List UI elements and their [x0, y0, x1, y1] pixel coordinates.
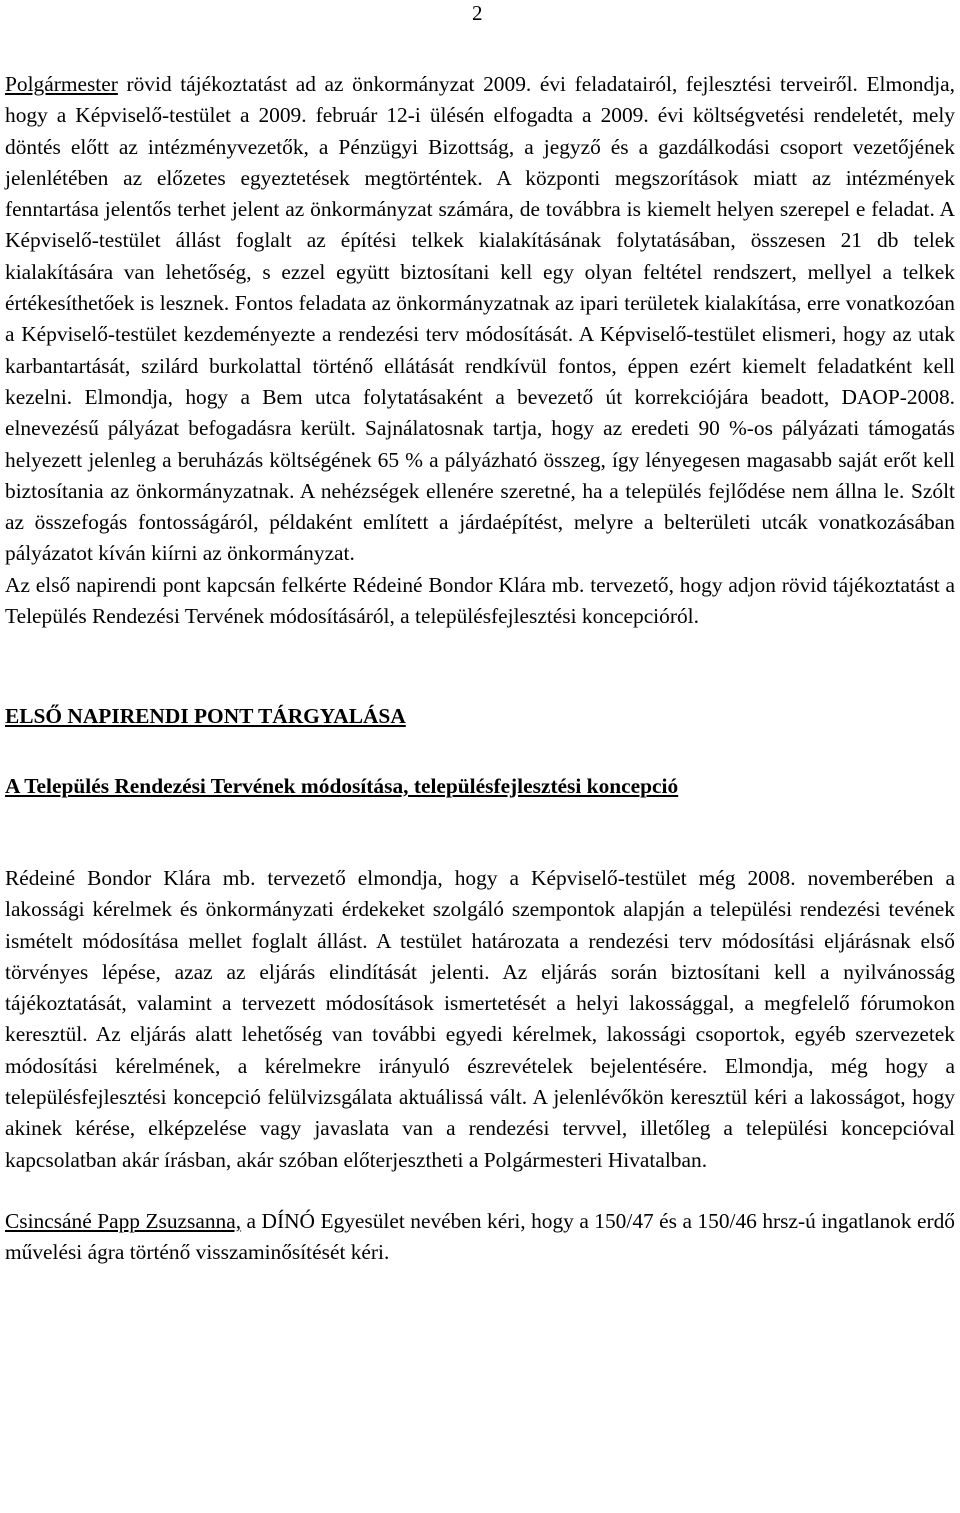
speaker-request: Csincsáné Papp Zsuzsanna, — [5, 1208, 242, 1233]
page-number: 2 — [472, 1, 483, 25]
agenda-intro-paragraph: Az első napirendi pont kapcsán felkérte Rédeiné Bondor Klára mb. tervezető, hogy adjon rövid tájékoztatást a Település Rendezési Tervének módosításáról, a településfejlesztési koncepcióról. — [5, 572, 955, 629]
planner-paragraph: Rédeiné Bondor Klára mb. tervezető elmondja, hogy a Képviselő-testület még 2008. novemberében a lakossági kérelmek és önkormányzati érdekeket szolgáló szempontok alapján a települési rendezési tevének ismételt módosítása mellet foglalt állást. A testület határozata a rendezési terv módosítási eljárásnak első törvényes lépése, azaz az eljárás elindítását jelenti. Az eljárás során biztosítani kell a nyilvánosság tájékoztatását, valamint a tervezett módosítások ismertetését a helyi lakossággal, a megfelelő fórumokon keresztül. Az eljárás alatt lehetőség van további egyedi kérelmek, lakossági csoportok, egyéb szervezetek módosítási kérelmének, a kérelmekre irányuló észrevételek bejelentésére. Elmondja, még hogy a településfejlesztési koncepció felülvizsgálata aktuálissá vált. A jelenlévőkön keresztül kéri a lakosságot, hogy akinek kérése, elképzelése vagy javaslata van a rendezési tervvel, illetőleg a települési koncepcióval kapcsolatban akár írásban, akár szóban előterjesztheti a Polgármesteri Hivatalban. — [5, 865, 955, 1172]
document-body — [5, 69, 955, 1269]
request-text: a DÍNÓ Egyesület nevében kéri, hogy a 150/47 és a 150/46 hrsz-ú ingatlanok erdő művelési ágra történő visszaminősítését kéri. — [5, 1208, 956, 1265]
section-heading: ELSŐ NAPIRENDI PONT TÁRGYALÁSA — [5, 704, 406, 729]
mayor-report-paragraph — [5, 69, 955, 570]
mayor-report-text: rövid tájékoztatást ad az önkormányzat 2009. évi feladatairól, fejlesztési terveiről. Elmondja, hogy a Képviselő-testület a 2009. február 12-i ülésén elfogadta a 2009. évi költségvetési rendeletét, mely döntés előtt az intézményvezetők, a Pénzügyi Bizottság, a jegyző és a gazdálkodási csoport vezetőjének jelenlétében az előzetes egyeztetések megtörténtek. A központi megszorítások miatt az intézmények fenntartása jelentős terhet jelent az önkormányzat számára, de továbbra is kiemelt helyen szerepel e feladat. A Képviselő-testület állást foglalt az építési telkek kialakításának folytatásában, összesen 21 db telek kialakítására van lehetőség, s ezzel együtt biztosítani kell egy olyan feltétel rendszert, mellyel a telkek értékesíthetőek is lesznek. Fontos feladata az önkormányzatnak az ipari területek kialakítása, erre vonatkozóan a Képviselő-testület kezdeményezte a rendezési terv módosítását. A Képviselő-testület elismeri, hogy az utak karbantartását, szilárd burkolattal történő ellátását rendkívül fontos, éppen ezért kiemelt feladatként kell kezelni. Elmondja, hogy a Bem utca folytatásaként a bevezető út korrekciójára beadott, DAOP-2008. elnevezésű pályázat befogadásra került. Sajnálatosnak tartja, hogy az eredeti 90 %-os pályázati támogatás helyezett jelenleg a beruházás költségének 65 % a pályázható összeg, így lényegesen magasabb saját erőt kell biztosítania az önkormányzatnak. A nehézségek ellenére szeretné, ha a település fejlődése nem állna le. Szólt az összefogás fontosságáról, példaként említett a járdaépítést, melyre a belterületi utcák vonatkozásában pályázatot kíván kiírni az önkormányzat. — [5, 72, 955, 566]
section-subheading: A Település Rendezési Tervének módosítása, településfejlesztési koncepció — [5, 773, 679, 798]
request-paragraph — [5, 1206, 955, 1269]
speaker-mayor: Polgármester — [5, 72, 118, 96]
